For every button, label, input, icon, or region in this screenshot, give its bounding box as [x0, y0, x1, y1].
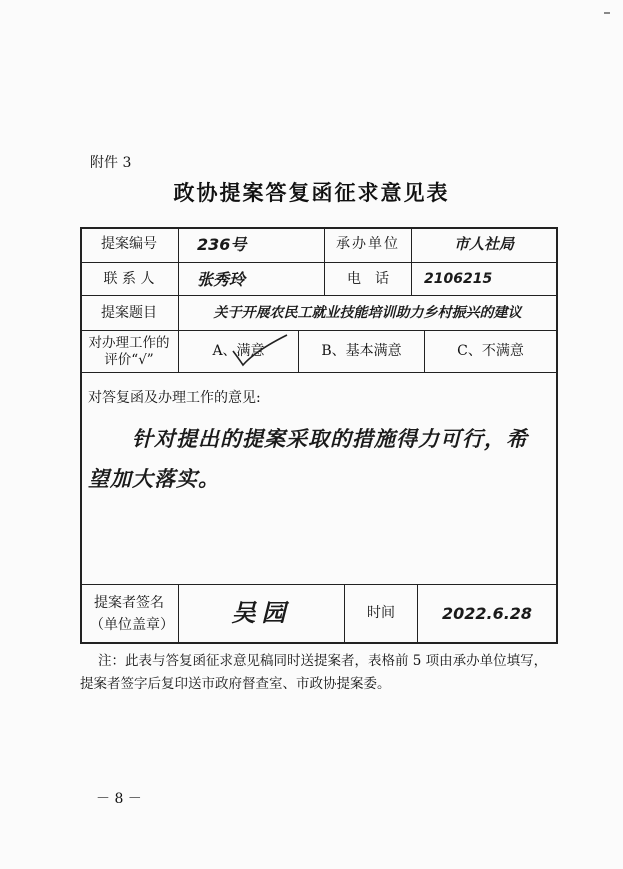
- time-label: 时间: [367, 605, 395, 621]
- option-b-basically-satisfied[interactable]: B、基本满意: [321, 343, 402, 359]
- signature-label: 提案者签名（单位盖章）: [90, 594, 174, 633]
- contact-value: 张秀玲: [197, 269, 246, 289]
- proposal-number-label: 提案编号: [101, 236, 157, 252]
- opinion-label: 对答复函及办理工作的意见:: [88, 390, 261, 406]
- table-border-right: [556, 227, 558, 644]
- time-value: 2022.6.28: [441, 604, 533, 623]
- phone-label: 电 话: [347, 270, 389, 287]
- page-title: 政协提案答复函征求意见表: [173, 180, 450, 205]
- proposal-number-value: 236号: [197, 235, 247, 254]
- option-a-label: A、满意: [212, 343, 265, 359]
- opinion-text: 针对提出的提案采取的措施得力可行，希望加大落实。: [88, 427, 528, 491]
- page-number: － 8 －: [96, 791, 142, 807]
- footnote: 注：此表与答复函征求意见稿同时送提案者，表格前 5 项由承办单位填写，提案者签字后复印送市政府督查室、市政协提案委。: [80, 653, 548, 692]
- option-c-unsatisfied[interactable]: C、不满意: [457, 343, 524, 359]
- signature-value: 吴园: [231, 599, 292, 627]
- row-divider: [80, 372, 558, 373]
- handling-unit-label: 承办单位: [336, 236, 400, 252]
- attachment-label: 附件 3: [90, 155, 132, 171]
- contact-label: 联 系 人: [103, 270, 155, 287]
- table-border-bottom: [80, 642, 558, 644]
- opinion-form-table: [80, 227, 558, 644]
- option-a-satisfied[interactable]: [179, 331, 298, 372]
- handling-unit-value: 市人社局: [453, 235, 514, 253]
- phone-value: 2106215: [424, 270, 493, 287]
- evaluation-label: 对办理工作的评价“√”: [88, 334, 170, 368]
- check-mark-icon: [179, 331, 298, 372]
- topic-label: 提案题目: [101, 304, 157, 321]
- topic-value: 关于开展农民工就业技能培训助力乡村振兴的建议: [213, 304, 522, 321]
- corner-mark: [604, 12, 610, 14]
